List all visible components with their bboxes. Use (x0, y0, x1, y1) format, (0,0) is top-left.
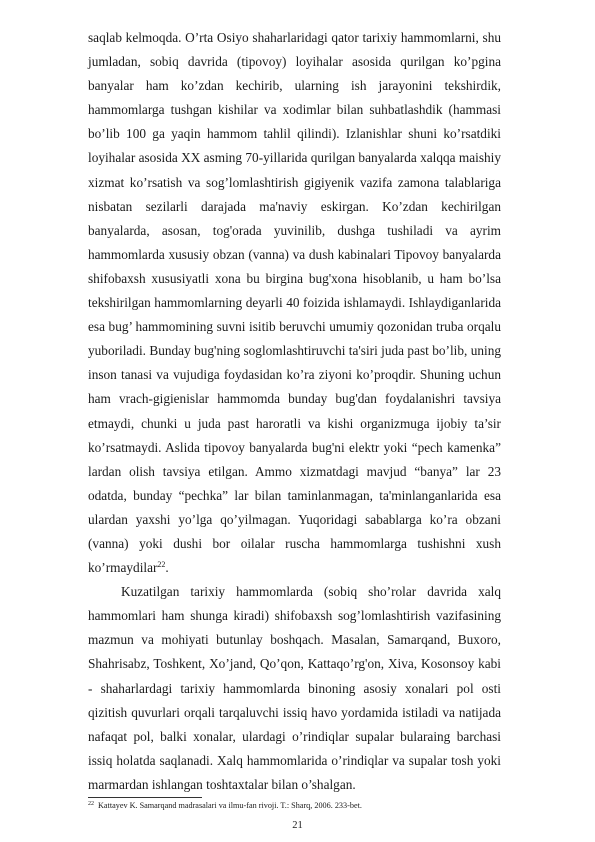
footnote-number: 22 (88, 801, 94, 807)
paragraph-1-text: saqlab kelmoqda. O’rta Osiyo shaharlaridagi qator tarixiy hammomlarni, shu jumladan, sobiq davrida (tipovoy) loyihalar asosida qurilgan ko’pgina banyalar ham ko’zdan kechirib, ularning ish jarayonini tekshirdik, hammomlarga tushgan kishilar va xodimlar bilan suhbatlashdik (hammasi bo’lib 100 ga yaqin hammom tahlil qilindi). Izlanishlar shuni ko’rsatdiki loyihalar asosida XX asming 70-yillarida qurilgan banyalarda xalqqa maishiy xizmat ko’rsatish va sog’lomlashtirish gigiyenik vazifa zamona talablariga nisbatan sezilarli darajada ma'naviy eskirgan. Ko’zdan kechirilgan banyalarda, asosan, tog'orada yuvinilib, dushga tushiladi va ayrim hammomlarda xususiy obzan (vanna) va dush kabinalari Tipovoy banyalarda shifobaxsh xususiyatli xona bu birgina bug'xona hisoblanib, u ham bo’lsa tekshirilgan hammomlarning deyarli 40 foizida ishlamaydi. Ishlaydiganlarida esa bug’ hammomining suvni isitib beruvchi umumiy qozonidan truba orqalu yuboriladi. Bunday bug'ning soglomlashtiruvchi ta'siri juda past bo’lib, uning inson tanasi va vujudiga foydasidan ko’ra ziyoni ko’proqdir. Shuning uchun ham vrach-gigienislar hammomda bunday bug'dan foydalanishri tavsiya etmaydi, chunki u juda past haroratli va kishi organizmuga ijobiy ta’sir ko’rsatmaydi. Aslida tipovoy banyalarda bug'ni elektr yoki “pech kamenka” lardan olish tavsiya etilgan. Ammo xizmatdagi mavjud “banya” lar 23 odatda, bunday “pechka” lar bilan taminlanmagan, ta'minlanganlarida esa ulardan yaxshi yo’lga qo’yilmagan. Yuqoridagi sabablarga ko’ra obzani (vanna) yoki dushi bor oilalar ruscha hammomlarga tushishni xush ko’rmaydilar (88, 30, 501, 576)
page-number: 21 (292, 820, 303, 831)
document-body (88, 26, 501, 797)
paragraph-body-1 (88, 26, 501, 580)
paragraph-1-end: . (165, 560, 169, 576)
paragraph-body-2: Kuzatilgan tarixiy hammomlarda (sobiq sho’rolar davrida xalq hammomlari ham shunga kiradi) shifobaxsh sog’lomlashtirish vazifasining mazmun va mohiyati butunlay boshqach. Masalan, Samarqand, Buxoro, Shahrisabz, Toshkent, Xo’jand, Qo’qon, Kattaqo’rg'on, Xiva, Kosonsoy kabi - shaharlardagi tarixiy hammomlarda binoning asosiy xonalari pol osti qizitish quvurlari orqali tarqaluvchi issiq havo yordamida istiladi va natijada nafaqat pol, balki xonalar, ulardagi o’rindiqlar supalar bularaing barchasi issiq holatda saqlanadi. Xalq hammomlarida o’rindiqlar va supalar tosh yoki marmardan ishlangan toshtaxtalar bilan o’shalgan. (88, 584, 501, 792)
footnote-reference[interactable]: 22 (157, 560, 166, 570)
footnote-divider (88, 797, 202, 798)
footnote-text: Kattayev K. Samarqand madrasalari va ilmu-fan rivoji. T.: Sharq, 2006. 233-bet. (98, 801, 362, 810)
footnote (88, 799, 501, 811)
